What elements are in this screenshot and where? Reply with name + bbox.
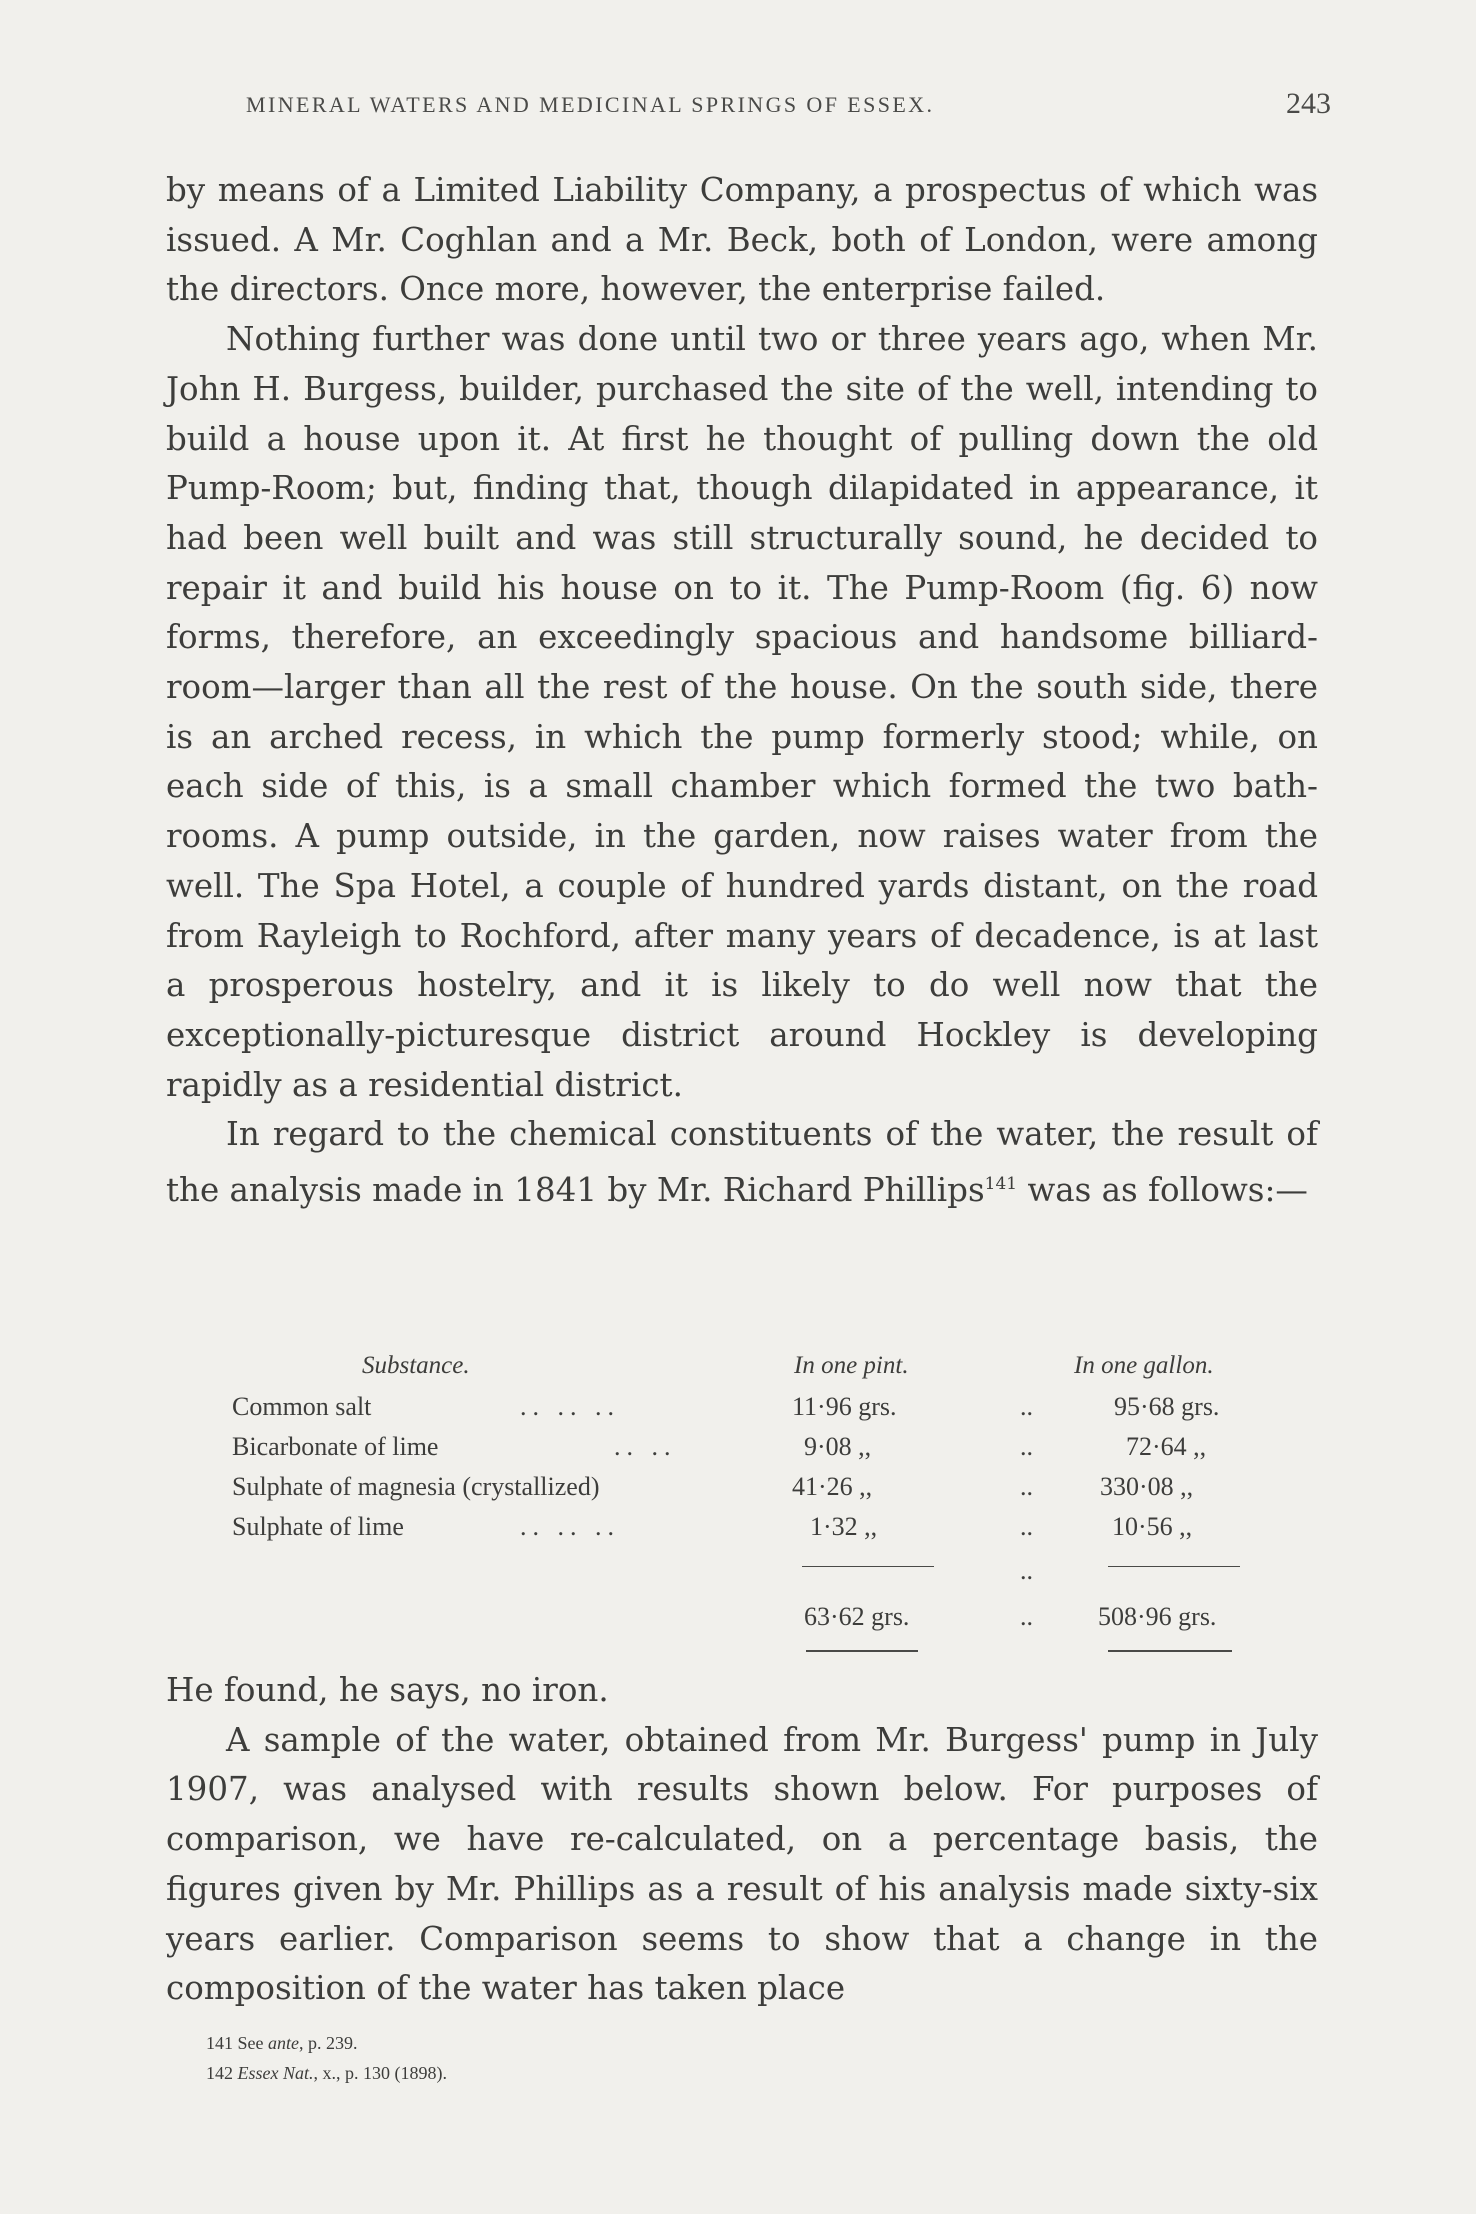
row-sep: .. xyxy=(1020,1472,1033,1501)
row-pint: 11·96 grs. xyxy=(792,1392,897,1421)
row-sep: .. xyxy=(1020,1432,1033,1461)
footnote-number: 141 xyxy=(206,2033,233,2053)
total-rule-gallon xyxy=(1108,1650,1232,1652)
total-sep: .. xyxy=(1020,1602,1033,1631)
header-substance: Substance. xyxy=(362,1352,470,1379)
table-row xyxy=(232,1392,1292,1428)
footnote-142 xyxy=(206,2058,447,2088)
table-row xyxy=(232,1512,1292,1548)
running-head-title: MINERAL WATERS AND MEDICINAL SPRINGS OF ESSEX. xyxy=(246,92,935,117)
after-table-text xyxy=(166,1666,1318,2014)
subtotal-rule-gallon xyxy=(1108,1566,1240,1567)
row-gallon: 72·64 ,, xyxy=(1126,1432,1207,1461)
row-gallon: 330·08 ,, xyxy=(1100,1472,1194,1501)
table-header-row xyxy=(232,1352,1292,1388)
row-pint: 41·26 ,, xyxy=(792,1472,873,1501)
table-row xyxy=(232,1472,1292,1508)
footnote-number: 142 xyxy=(206,2063,233,2083)
row-substance: Sulphate of magnesia (crystallized) xyxy=(232,1472,600,1501)
row-dots: .. .. .. xyxy=(520,1512,620,1541)
row-substance: Common salt xyxy=(232,1392,372,1421)
totals-row xyxy=(232,1602,1292,1638)
row-dots: .. .. .. xyxy=(520,1392,620,1421)
running-head xyxy=(246,87,1331,120)
footnote-141 xyxy=(206,2028,447,2058)
paragraph-1: by means of a Limited Liability Company, a prospectus of which was issued. A Mr. Coghlan and a Mr. Beck, both of London, were among the directors. Once more, however, the enterprise failed. xyxy=(166,171,1318,309)
page-number: 243 xyxy=(1286,87,1331,120)
table-row xyxy=(232,1432,1292,1468)
footnote-text-before: See xyxy=(237,2033,268,2053)
header-gallon: In one gallon. xyxy=(1074,1352,1214,1379)
paragraph-3-text-after: was as follows:— xyxy=(1017,1170,1308,1209)
row-gallon: 10·56 ,, xyxy=(1112,1512,1193,1541)
footnote-text-after: , p. 239. xyxy=(299,2033,358,2053)
footnote-text-after: , x., p. 130 (1898). xyxy=(313,2063,447,2083)
footnote-ref-141: 141 xyxy=(984,1174,1018,1195)
row-gallon: 95·68 grs. xyxy=(1114,1392,1220,1421)
row-pint: 1·32 ,, xyxy=(810,1512,878,1541)
row-sep: .. xyxy=(1020,1512,1033,1541)
body-text xyxy=(166,166,1318,1216)
row-substance: Sulphate of lime xyxy=(232,1512,404,1541)
total-gallon: 508·96 grs. xyxy=(1098,1602,1217,1631)
row-substance: Bicarbonate of lime xyxy=(232,1432,439,1461)
header-pint: In one pint. xyxy=(794,1352,909,1379)
footnote-italic: ante xyxy=(268,2033,299,2053)
row-pint: 9·08 ,, xyxy=(804,1432,872,1461)
rule-separator-row xyxy=(232,1556,1292,1592)
total-rule-pint xyxy=(806,1650,918,1652)
paragraph-2: Nothing further was done until two or three years ago, when Mr. John H. Burgess, builder, purchased the site of the well, intending to build a house upon it. At first he thought of pulling down the old Pump-Room; but, finding that, though dilapidated in appearance, it had been well built and was still structurally sound, he decided to repair it and build his house on to it. The Pump-Room (fig. 6) now forms, therefore, an exceedingly spacious and handsome billiard-room—larger than all the rest of the house. On the south side, there is an arched recess, in which the pump formerly stood; while, on each side of this, is a small chamber which formed the two bath-rooms. A pump outside, in the garden, now raises water from the well. The Spa Hotel, a couple of hundred yards distant, on the road from Rayleigh to Rochford, after many years of decadence, is at last a prosperous hostelry, and it is likely to do well now that the exceptionally-picturesque district around Hockley is developing rapidly as a residential district. xyxy=(166,320,1318,1104)
paragraph-5: A sample of the water, obtained from Mr. Burgess' pump in July 1907, was analysed with results shown below. For purposes of comparison, we have re-calculated, on a percentage basis, the figures given by Mr. Phillips as a result of his analysis made sixty-six years earlier. Comparison seems to show that a change in the composition of the water has taken place xyxy=(166,1720,1318,2008)
paragraph-3 xyxy=(166,1110,1318,1215)
row-dots: .. .. xyxy=(614,1432,677,1461)
paragraph-3-text-before: In regard to the chemical constituents of the water, the result of the analysis made in 1841 by Mr. Richard Phillips xyxy=(166,1115,1318,1209)
footnotes xyxy=(206,2028,447,2088)
paragraph-4: He found, he says, no iron. xyxy=(166,1671,609,1709)
footnote-italic: Essex Nat. xyxy=(237,2063,314,2083)
rule-sep: .. xyxy=(1020,1556,1033,1585)
row-sep: .. xyxy=(1020,1392,1033,1421)
total-pint: 63·62 grs. xyxy=(804,1602,910,1631)
